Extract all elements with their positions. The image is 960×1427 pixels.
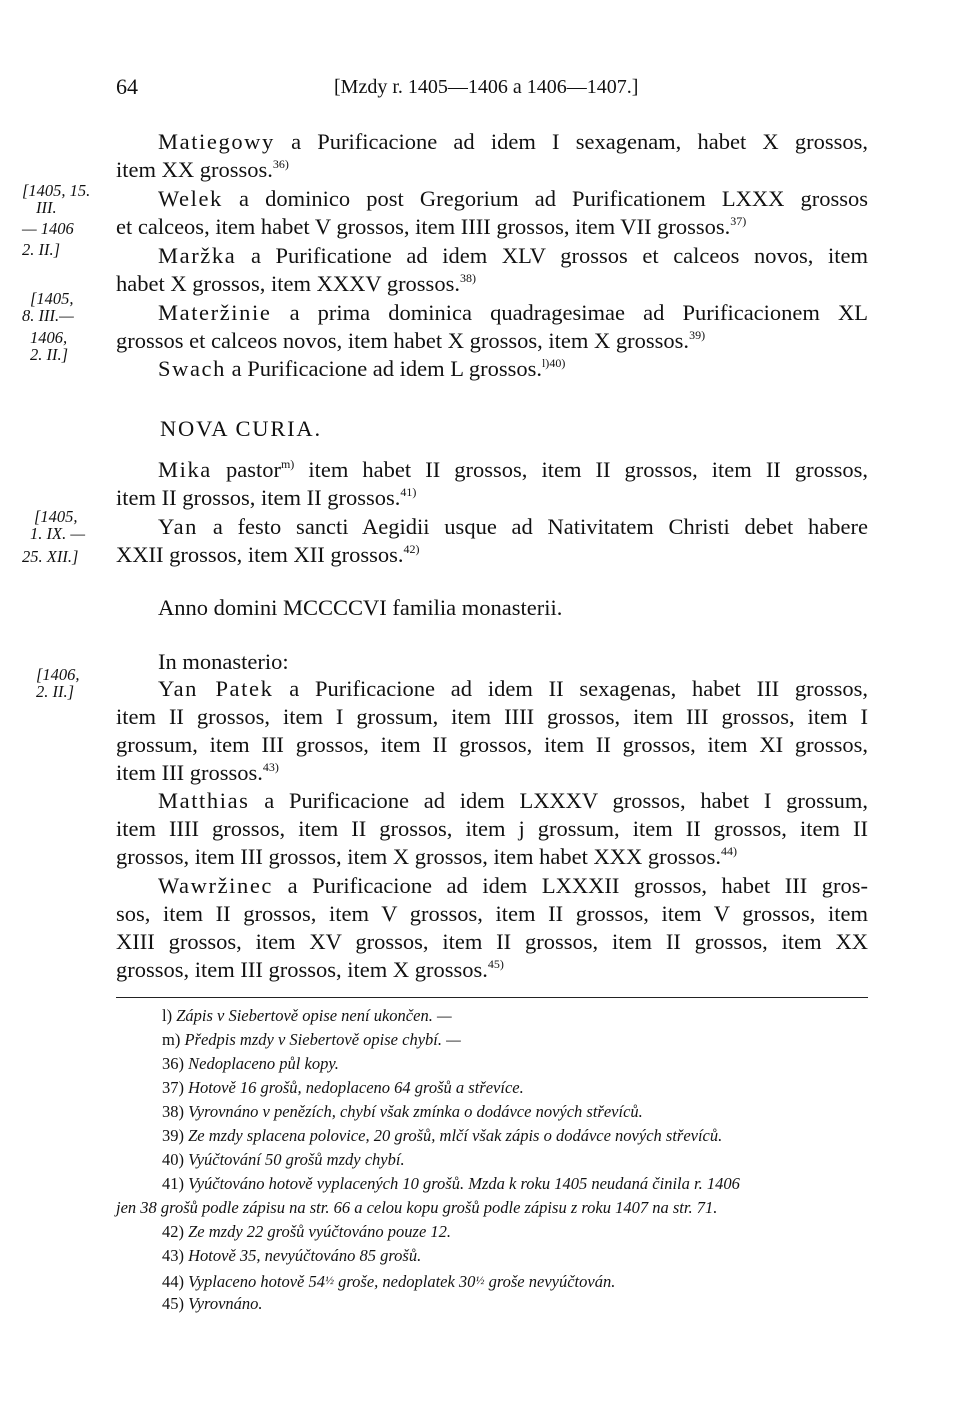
entry-name: Welek — [158, 186, 223, 211]
entry-name: Matthias — [158, 788, 250, 813]
note-ref: 38) — [459, 271, 476, 285]
entry-line: grossos et calceos novos, item habet X grossos, item X grossos.$^{39)}$ — [116, 328, 706, 353]
footnote: 39) Ze mzdy splacena polovice, 20 grošů, mlčí však zápis o dodávce nových střevíců. — [162, 1126, 723, 1145]
entry-line: et calceos, item habet V grossos, item IIII grossos, item VII grossos.$^{37)}$ — [116, 214, 747, 239]
margin-note: [1405, 15. III. — 1406 2. II.] — [22, 181, 91, 259]
footnote: 40) Vyúčtování 50 grošů mzdy chybí. — [162, 1150, 405, 1169]
entry-line: grossum, item III grossos, item II grossos, item II grossos, item XI grossos, — [116, 732, 868, 757]
note-ref: m) — [280, 457, 295, 471]
note-ref: 40) — [549, 356, 566, 370]
entry-name: Materžinie — [158, 300, 272, 325]
entry-line: Welek a dominico post Gregorium ad Purificationem LXXX grossos — [158, 186, 868, 211]
entry-line: Yan Patek a Purificacione ad idem II sexagenas, habet III grossos, — [158, 676, 869, 701]
entry-name: Yan — [158, 514, 199, 539]
entry-line: item II grossos, item II grossos.$^{41)}$ — [116, 485, 417, 510]
page-number: 64 — [116, 74, 138, 99]
entry-name: Mika — [158, 457, 212, 482]
entry-name: Yan Patek — [158, 676, 274, 701]
entry-line: XXII grossos, item XII grossos.$^{42)}$ — [116, 542, 420, 567]
footnote: 41) Vyúčtováno hotově vyplacených 10 grošů. Mzda k roku 1405 neudaná činila r. 1406 — [162, 1174, 740, 1193]
entry-line: Matiegowy a Purificacione ad idem I sexagenam, habet X grossos, — [158, 129, 869, 154]
entry-line: Yan a festo sancti Aegidii usque ad Nativitatem Christi debet habere — [158, 514, 868, 539]
note-ref: 43) — [262, 760, 279, 774]
footnote-continuation: jen 38 grošů podle zápisu na str. 66 a celou kopu grošů podle zápisu z roku 1407 na str. 71. — [116, 1198, 718, 1217]
note-ref: l) — [541, 356, 550, 370]
note-ref: 36) — [272, 157, 289, 171]
entry-line: Materžinie a prima dominica quadragesimae ad Purificacionem XL — [158, 300, 869, 325]
footnote: l) Zápis v Siebertově opise není ukončen. — — [162, 1006, 452, 1025]
note-ref: 45) — [487, 957, 504, 971]
entry-name: Maržka — [158, 243, 237, 268]
entry-line: Mika pastor$^{m)}$ item habet II grossos, item II grossos, item II grossos, — [158, 457, 868, 482]
entry-line: Maržka a Purificatione ad idem XLV grossos et calceos novos, item — [158, 243, 868, 268]
anno-line: Anno domini MCCCCVI familia monasterii. — [158, 595, 563, 620]
entry-line: XIII grossos, item XV grossos, item II grossos, item II grossos, item XX — [116, 929, 868, 954]
footnote: 44) Vyplaceno hotově 54½ groše, nedoplatek 30½ groše nevyúčtován. — [162, 1272, 616, 1291]
note-ref: 44) — [720, 844, 737, 858]
margin-note: [1405, 1. IX. — 25. XII.] — [22, 507, 85, 566]
footnote: 36) Nedoplaceno půl kopy. — [162, 1054, 339, 1073]
footnote-divider — [116, 997, 868, 998]
note-ref: 42) — [403, 542, 420, 556]
entry-name: Wawržinec — [158, 873, 274, 898]
in-monasterio-line: In monasterio: — [158, 649, 289, 674]
note-ref: 39) — [689, 328, 706, 342]
entry-line: habet X grossos, item XXXV grossos.$^{38)}$ — [116, 271, 476, 296]
footnote: 37) Hotově 16 grošů, nedoplaceno 64 grošů a střevíce. — [162, 1078, 524, 1097]
footnote: 38) Vyrovnáno v penězích, chybí však zmínka o dodávce nových střevíců. — [162, 1102, 643, 1121]
entry-line: Wawržinec a Purificacione ad idem LXXXII grossos, habet III gros- — [158, 873, 869, 898]
note-ref: 41) — [400, 485, 417, 499]
entry-line: item IIII grossos, item II grossos, item j grossum, item II grossos, item II — [116, 816, 868, 841]
running-title: [Mzdy r. 1405—1406 a 1406—1407.] — [334, 76, 639, 98]
margin-note: [1406, 2. II.] — [36, 665, 80, 701]
entry-line: item XX grossos.$^{36)}$ — [116, 157, 289, 182]
section-heading: NOVA CURIA. — [160, 416, 322, 441]
entry-line: sos, item II grossos, item V grossos, item II grossos, item V grossos, item — [116, 901, 868, 926]
note-ref: 37) — [730, 214, 747, 228]
footnote: 42) Ze mzdy 22 grošů vyúčtováno pouze 12. — [162, 1222, 452, 1241]
entry-line: Swach a Purificacione ad idem L grossos.$^{l)40)}$ — [158, 356, 566, 381]
entry-line: grossos, item III grossos, item X grossos.$^{45)}$ — [116, 957, 504, 982]
entry-line: grossos, item III grossos, item X grossos, item habet XXX grossos.$^{44)}$ — [116, 844, 737, 869]
footnote: 43) Hotově 35, nevyúčtováno 85 grošů. — [162, 1246, 422, 1265]
footnote: m) Předpis mzdy v Siebertově opise chybí. — — [162, 1030, 461, 1049]
entry-name: Matiegowy — [158, 129, 275, 154]
entry-name: Swach — [158, 356, 226, 381]
entry-line: Matthias a Purificacione ad idem LXXXV grossos, habet I grossum, — [158, 788, 868, 813]
footnote: 45) Vyrovnáno. — [162, 1294, 263, 1313]
entry-line: item III grossos.$^{43)}$ — [116, 760, 279, 785]
entry-line: item II grossos, item I grossum, item IIII grossos, item III grossos, item I — [116, 704, 868, 729]
margin-note: [1405, 8. III.— 1406, 2. II.] — [22, 289, 74, 364]
